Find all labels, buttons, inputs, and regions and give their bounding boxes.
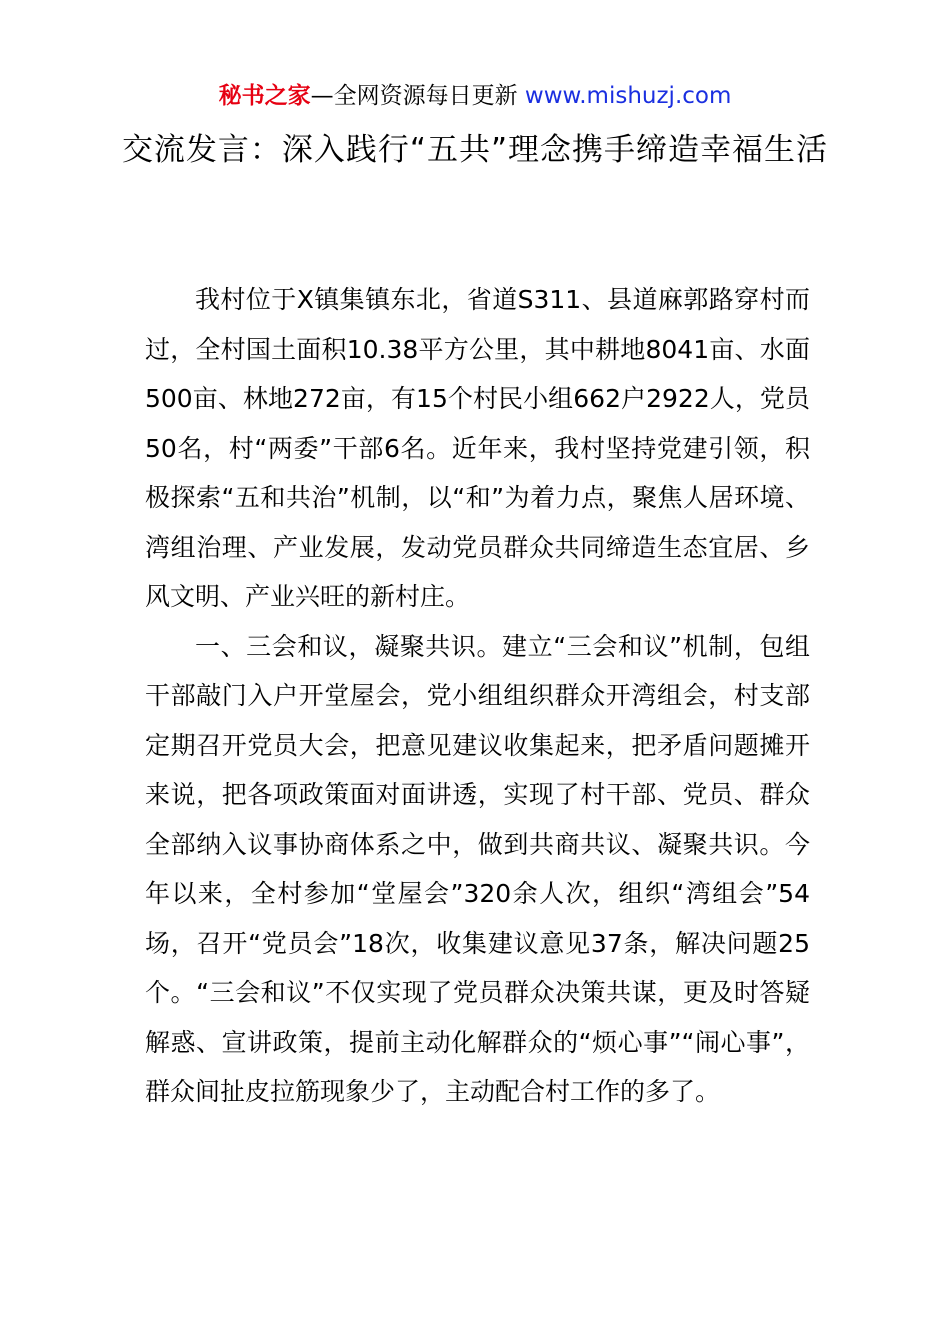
site-brand: 秘书之家	[218, 83, 311, 109]
paragraph-section-one: 一、三会和议，凝聚共识。建立“三会和议”机制，包组干部敲门入户开堂屋会，党小组组织群众开湾组会，村支部定期召开党员大会，把意见建议收集起来，把矛盾问题摊开来说，把各项政策面对面讲透，实现了村干部、党员、群众全部纳入议事协商体系之中，做到共商共议、凝聚共识。今年以来，全村参加“堂屋会”320余人次，组织“湾组会”54场，召开“党员会”18次，收集建议意见37条，解决问题25个。“三会和议”不仅实现了党员群众决策共谋，更及时答疑解惑、宣讲政策，提前主动化解群众的“烦心事”“闹心事”，群众间扯皮拉筋现象少了，主动配合村工作的多了。	[145, 631, 810, 1106]
site-header	[0, 80, 950, 112]
paragraph-intro: 我村位于X镇集镇东北，省道S311、县道麻郭路穿村而过，全村国土面积10.38平方公里，其中耕地8041亩、水面500亩、林地272亩，有15个村民小组662户2922人，党员50名，村“两委”干部6名。近年来，我村坚持党建引领，积极探索“五和共治”机制，以“和”为着力点，聚焦人居环境、湾组治理、产业发展，发动党员群众共同缔造生态宜居、乡风文明、产业兴旺的新村庄。	[145, 285, 810, 611]
document-title: 交流发言：深入践行“五共”理念携手缔造幸福生活	[121, 132, 829, 168]
site-slogan: —全网资源每日更新	[310, 83, 518, 109]
site-url-link[interactable]: www.mishuzj.com	[524, 83, 732, 109]
document-body	[145, 275, 810, 1117]
